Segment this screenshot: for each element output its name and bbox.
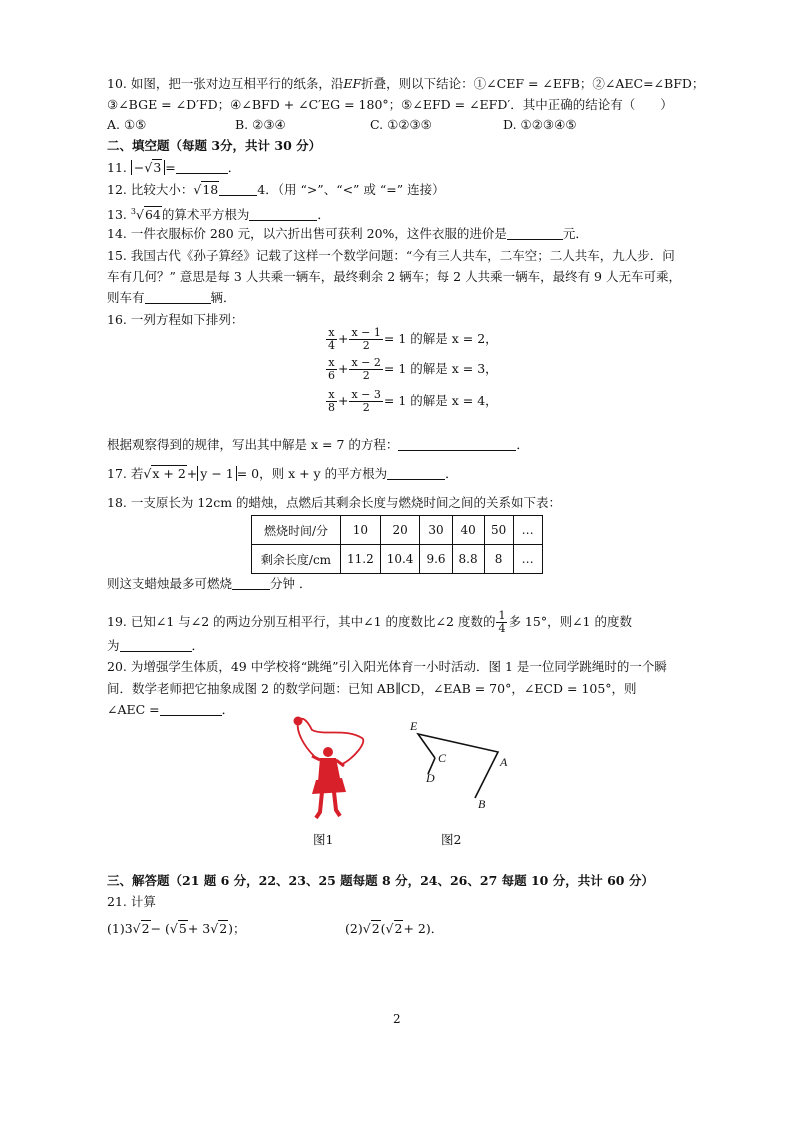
section3-heading: 三、解答题（21 题 6 分，22、23、25 题每题 8 分，24、26、27 每题 10 分，共计 60 分） xyxy=(107,873,654,888)
q18-conclusion-text: 则这支蜡烛最多可燃烧 xyxy=(107,576,233,591)
figure2-geometry-diagram xyxy=(400,716,510,816)
q16-eq3-frac-b: $\frac{x - 3}{2}$ xyxy=(351,388,381,414)
figure2-label-d: D xyxy=(426,771,435,785)
q15-line2: 车有几何？” 意思是每 3 人共乘一辆车，最终剩余 2 辆车；每 2 人共乘一辆车，最终有 9 人无车可乘， xyxy=(107,269,681,284)
q18-tail: 分钟 ． xyxy=(270,576,312,591)
q18-table xyxy=(251,515,543,574)
figure2-label-c: C xyxy=(438,751,447,765)
q19-tail: ． xyxy=(191,638,205,653)
q17: 17. 若√x + 2+ y − 1 = 0，则 x + y 的平方根为 ． xyxy=(107,466,458,481)
q10-option-c: C. ①②③⑤ xyxy=(370,117,432,132)
q13-text: 的算术平方根为 xyxy=(161,207,250,223)
q10-line2: ③∠BGE = ∠D′FD；④∠BFD + ∠C′EG = 180°；⑤∠EFD = ∠EFD′．其中正确的结论有（ ） xyxy=(107,97,673,112)
q21-part2-radicand2: 2 xyxy=(394,921,403,936)
q13-radicand: 64 xyxy=(144,207,161,223)
q13-number: 13. xyxy=(107,207,127,223)
q11: 11. −√3 = ． xyxy=(107,160,241,175)
q19-text-a: 19. 已知∠1 与∠2 的两边分别互相平行，其中∠1 的度数比∠2 度数的 xyxy=(107,614,496,629)
q14-text: 14. 一件衣服标价 280 元，以六折出售可获利 20%，这件衣服的进价是 xyxy=(107,226,507,241)
q18-intro: 18. 一支原长为 12cm 的蜡烛，点燃后其剩余长度与燃烧时间之间的关系如下表： xyxy=(107,495,562,510)
q16-eq2-rest: = 1 的解是 x = 3， xyxy=(383,361,498,376)
q19-text-b: 多 15°，则∠1 的度数 xyxy=(508,614,632,629)
q15-tail: 辆． xyxy=(210,290,236,305)
q10-text-a: 10. 如图，把一张对边互相平行的纸条，沿 xyxy=(107,76,344,91)
q20-line1: 20. 为增强学生体质，49 中学校将“跳绳”引入阳光体育一小时活动．图 1 是一位同学跳绳时的一个瞬 xyxy=(107,659,667,674)
q16-conclusion-text: 根据观察得到的规律，写出其中解是 x = 7 的方程： xyxy=(107,437,399,452)
q18-cell: … xyxy=(513,545,542,574)
q18-cell: 50 xyxy=(484,516,513,545)
section2-heading: 二、填空题（每题 3分，共计 30 分） xyxy=(107,138,322,153)
q11-number: 11. xyxy=(107,160,127,175)
q21-part2-radicand1: 2 xyxy=(371,921,380,936)
q21-part1-label: (1) xyxy=(107,921,125,936)
q10-line1 xyxy=(107,76,704,92)
q18-cell: 10.4 xyxy=(380,545,420,574)
q21-part2-open: ( xyxy=(380,921,386,936)
q20-answer-blank[interactable] xyxy=(160,703,222,716)
q21-part1-close: )； xyxy=(228,921,246,936)
figure2-label-e: E xyxy=(410,719,418,733)
q13-root-index: 3 xyxy=(130,207,136,216)
q10-option-a: A. ①⑤ xyxy=(107,117,147,132)
q18-cell: 剩余长度/cm xyxy=(252,545,341,574)
q16-eq1-frac-b: $\frac{x - 1}{2}$ xyxy=(351,326,381,352)
q16-eq1-frac-a: $\frac{x}{4}$ xyxy=(328,326,335,352)
q21-part1-radicand1: 2 xyxy=(141,921,150,936)
q18-cell: 9.6 xyxy=(420,545,452,574)
q11-answer-blank[interactable] xyxy=(176,161,228,174)
q12-text-a: 比较大小： xyxy=(130,182,194,197)
q12-text-b: 4．（用 “>”、“<” 或 “=” 连接） xyxy=(257,182,445,197)
q17-answer-blank[interactable] xyxy=(387,467,445,480)
q21-part1-coef: 3 xyxy=(124,921,133,936)
q12: 12. 比较大小：√18 4．（用 “>”、“<” 或 “=” 连接） xyxy=(107,182,445,197)
q16-eq-2: $\frac{x}{6}$ + $\frac{x - 2}{2}$ = 1 的解是 x = 3， xyxy=(328,356,498,382)
q14-answer-blank[interactable] xyxy=(507,227,563,240)
q20-line3-text: ∠AEC = xyxy=(107,702,160,717)
q18-cell: 8 xyxy=(484,545,513,574)
q18-answer-blank[interactable] xyxy=(232,577,270,590)
q17-text-b: = 0，则 x + y 的平方根为 xyxy=(236,466,388,481)
q21-part1-radicand2: 5 xyxy=(178,921,187,936)
q18-cell: 燃烧时间/分 xyxy=(252,516,341,545)
q16-eq2-frac-b: $\frac{x - 2}{2}$ xyxy=(351,356,381,382)
page-number: 2 xyxy=(393,1012,401,1026)
q18-cell: 40 xyxy=(452,516,484,545)
q19-line1 xyxy=(107,608,632,636)
q16-conclusion xyxy=(107,437,529,453)
q18-cell: 11.2 xyxy=(341,545,381,574)
q21-part2-label: (2) xyxy=(345,921,363,936)
q16-eq1-rest: = 1 的解是 x = 2， xyxy=(383,331,498,346)
q21-part2-rest: + 2)． xyxy=(403,921,444,936)
q11-tail: ． xyxy=(227,160,241,175)
q13-tail: ． xyxy=(317,207,330,223)
q16-eq3-frac-a: $\frac{x}{8}$ xyxy=(328,388,335,414)
q20-line3 xyxy=(107,702,234,718)
q20-line2: 间．数学老师把它抽象成图 2 的数学问题：已知 AB∥CD，∠EAB = 70°，∠ECD = 105°，则 xyxy=(107,681,637,696)
q15-line3-text: 则车有 xyxy=(107,290,145,305)
q21-title: 21. 计算 xyxy=(107,894,156,909)
q21-part1: (1)3√2− (√5+ 3√2)； xyxy=(107,921,246,936)
q10-fold-line: EF xyxy=(343,76,362,91)
figure2-labels xyxy=(409,719,508,811)
q12-answer-blank[interactable] xyxy=(219,183,257,196)
q18-row-length xyxy=(252,545,543,574)
q17-tail: ． xyxy=(445,466,458,481)
figure2-caption: 图2 xyxy=(441,832,462,847)
q21-part1-minus: − ( xyxy=(150,921,170,936)
q12-number: 12. xyxy=(107,182,127,197)
q20-tail: ． xyxy=(221,702,235,717)
q14 xyxy=(107,226,588,242)
q15-line1: 15. 我国古代《孙子算经》记载了这样一个数学问题：“今有三人共车，二车空；二人共车，九人步．问 xyxy=(107,248,675,263)
q18-cell: 8.8 xyxy=(452,545,484,574)
q17-abs: y − 1 xyxy=(197,466,236,481)
q11-abs: −√3 xyxy=(131,160,165,175)
figure1-caption: 图1 xyxy=(313,832,334,847)
q17-radicand: x + 2 xyxy=(152,466,186,481)
q16-tail: ． xyxy=(516,437,529,452)
q21-part1-radicand3: 2 xyxy=(219,921,228,936)
q13: 13. $^3$√64的算术平方根为 ． xyxy=(107,207,330,223)
q16-eq-3: $\frac{x}{8}$ + $\frac{x - 3}{2}$ = 1 的解是 x = 4， xyxy=(328,388,498,414)
q15-line3 xyxy=(107,290,236,306)
q15-answer-blank[interactable] xyxy=(145,291,211,304)
q10-text-c: 折叠，则以下结论：①∠CEF = ∠EFB；②∠AEC=∠BFD； xyxy=(361,76,705,91)
figure1-silhouette-shape xyxy=(294,717,364,819)
figure2-label-b: B xyxy=(478,797,486,811)
q18-cell: 10 xyxy=(341,516,381,545)
q16-eq3-rest: = 1 的解是 x = 4， xyxy=(383,393,498,408)
q18-conclusion xyxy=(107,576,312,592)
q17-plus: + xyxy=(186,466,198,481)
q17-number: 17. xyxy=(107,466,127,481)
q10-option-b: B. ②③④ xyxy=(235,117,286,132)
q16-answer-blank[interactable] xyxy=(398,438,516,451)
figure2-label-a: A xyxy=(500,755,508,769)
figure2-polyline-c-e-a-b xyxy=(418,734,498,798)
q11-radicand: 3 xyxy=(153,160,162,175)
q10-option-d: D. ①②③④⑤ xyxy=(503,117,577,132)
q16-eq-1: $\frac{x}{4}$ + $\frac{x - 1}{2}$ = 1 的解是 x = 2， xyxy=(328,326,498,352)
q16-eq2-frac-a: $\frac{x}{6}$ xyxy=(328,356,335,382)
q18-row-time xyxy=(252,516,543,545)
q21-part2: (2)√2(√2+ 2)． xyxy=(345,921,444,936)
q18-cell: 30 xyxy=(420,516,452,545)
q19-line2-text: 为 xyxy=(107,638,120,653)
q14-tail: 元． xyxy=(562,226,588,241)
q19-fraction: $\frac{1}{4}$ xyxy=(498,609,506,635)
q12-radicand: 18 xyxy=(202,182,219,197)
q16-intro: 16. 一列方程如下排列： xyxy=(107,312,244,327)
q19-answer-blank[interactable] xyxy=(120,639,192,652)
figure1-jump-rope-silhouette xyxy=(290,712,380,824)
q18-cell: 20 xyxy=(380,516,420,545)
q17-text-a: 若 xyxy=(130,466,144,481)
q21-part1-plus: + 3 xyxy=(187,921,211,936)
q19-line2 xyxy=(107,638,204,654)
q13-answer-blank[interactable] xyxy=(249,208,317,221)
q18-cell: … xyxy=(513,516,542,545)
